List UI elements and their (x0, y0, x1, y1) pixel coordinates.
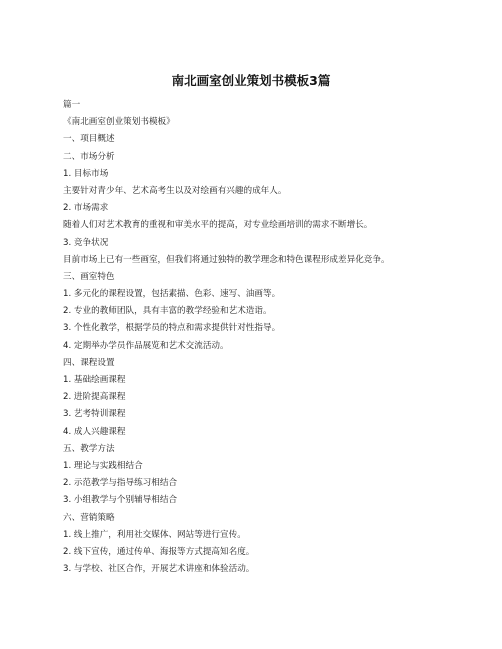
list-item: 1. 理论与实践相结合 (63, 460, 143, 471)
sub-heading: 3. 竞争状况 (63, 237, 109, 248)
section-heading: 五、教学方法 (63, 443, 115, 454)
list-item: 3. 个性化教学，根据学员的特点和需求提供针对性指导。 (63, 323, 281, 334)
section-heading: 一、项目概述 (63, 134, 115, 145)
list-item: 1. 线上推广，利用社交媒体、网站等进行宣传。 (63, 529, 246, 540)
list-item: 4. 成人兴趣课程 (63, 426, 126, 437)
doc-heading: 《南北画室创业策划书模板》 (63, 117, 175, 128)
list-item: 3. 与学校、社区合作，开展艺术讲座和体验活动。 (63, 564, 255, 575)
section-heading: 三、画室特色 (63, 271, 115, 282)
list-item: 1. 多元化的课程设置，包括素描、色彩、速写、油画等。 (63, 289, 281, 300)
section-label: 篇一 (63, 100, 81, 110)
list-item: 1. 基础绘画课程 (63, 375, 126, 386)
sub-heading: 1. 目标市场 (63, 168, 109, 179)
list-item: 2. 线下宣传，通过传单、海报等方式提高知名度。 (63, 546, 255, 557)
list-item: 3. 艺考特训课程 (63, 409, 126, 420)
section-heading: 六、营销策略 (63, 512, 115, 523)
paragraph: 主要针对青少年、艺术高考生以及对绘画有兴趣的成年人。 (63, 185, 287, 196)
document-title: 南北画室创业策划书模板3篇 (171, 73, 331, 88)
list-item: 2. 示范教学与指导练习相结合 (63, 478, 178, 489)
sub-heading: 2. 市场需求 (63, 203, 109, 214)
list-item: 2. 进阶提高课程 (63, 392, 126, 403)
list-item: 2. 专业的教师团队，具有丰富的教学经验和艺术造诣。 (63, 306, 272, 317)
list-item: 3. 小组教学与个别辅导相结合 (63, 495, 178, 506)
section-heading: 二、市场分析 (63, 151, 115, 162)
paragraph: 目前市场上已有一些画室，但我们将通过独特的教学理念和特色课程形成差异化竞争。 (63, 254, 390, 265)
document-body (63, 97, 443, 578)
section-heading: 四、课程设置 (63, 357, 115, 368)
paragraph: 随着人们对艺术教育的重视和审美水平的提高，对专业绘画培训的需求不断增长。 (63, 220, 373, 231)
list-item: 4. 定期举办学员作品展览和艺术交流活动。 (63, 340, 229, 351)
